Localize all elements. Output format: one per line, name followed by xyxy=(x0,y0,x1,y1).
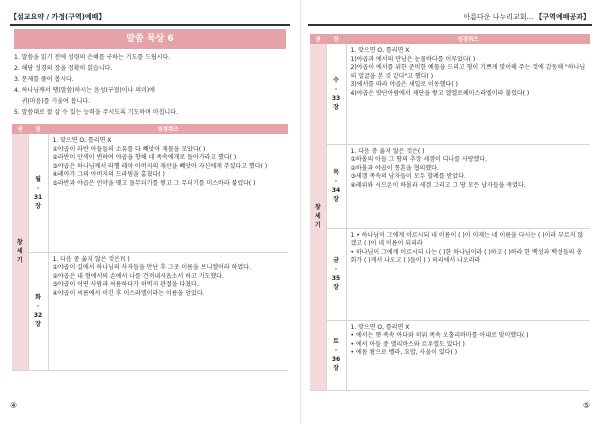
quiz-cell xyxy=(346,320,590,390)
page-number: ⑤ xyxy=(582,401,590,410)
quiz-item: ③야곱이 어떤 사람과 씨름하다가 허벅지 관절을 다쳤다. xyxy=(52,281,199,289)
left-page-header: 【설교요약 / 가정(구역)예배】 xyxy=(10,13,106,21)
quiz-item: ④야곱이 씨름에서 이긴 후 이스라엘이라는 이름을 얻었다. xyxy=(52,289,205,297)
right-quiz-table xyxy=(310,34,590,391)
header-rule xyxy=(10,24,290,26)
quiz-item: • 하나님이 그에게 이르시되 나는 ( )한 하나님이라 ( )하고 ( )하라 한 백성과 백성들의 총회가 ( )게서 나오고 ( )들이 ( ) 허리에서 나오리라 xyxy=(350,248,583,265)
quiz-item: • 에서 아들 중 엘리바스와 르우엘도 있다( ) xyxy=(350,340,465,348)
quiz-item: • 에돔 왕으로 벨라, 요밥, 사울이 있다( ) xyxy=(350,349,458,357)
quiz-question: 1. 다음 중 옳지 않은 것은?( ) xyxy=(52,255,130,263)
quiz-item: ③세겜 족속의 남자들이 모두 할례를 받았다. xyxy=(350,173,466,181)
quiz-cell xyxy=(48,134,288,252)
col-header-quiz: 성경퀴즈 xyxy=(346,34,590,44)
intro-line: 2. 해당 성경의 장을 정확히 읽습니다. xyxy=(14,65,113,72)
chapter-label: 토 · 36 장 xyxy=(331,338,341,372)
chapter-cell xyxy=(326,228,346,320)
chapter-cell xyxy=(326,44,346,144)
chapter-cell xyxy=(28,252,48,370)
chapter-label: 목 · 34 장 xyxy=(331,169,341,203)
book-name: 창 세 기 xyxy=(314,204,321,230)
quiz-cell xyxy=(346,228,590,320)
quiz-item: ①하몰의 아들 그 땅의 추장 세겜이 디나를 사랑했다. xyxy=(350,156,488,164)
chapter-cell xyxy=(28,134,48,252)
quiz-cell xyxy=(346,144,590,228)
header-rule xyxy=(308,24,592,26)
right-page-header: 아름다운 나누리교회... 【구역예배공과】 xyxy=(463,13,590,21)
quiz-item: ③야곱은 하나님께서 라헬 레아 아버지의 재산을 빼앗아 자신에게 주셨다고 했다( ) xyxy=(52,162,268,170)
col-header-book: 권 xyxy=(310,34,326,44)
intro-line: 1. 말씀을 읽기 전에 성령의 은혜를 구하는 기도를 드립시다. xyxy=(14,54,171,61)
quiz-item: ②하몰과 야곱이 통혼을 협의했다. xyxy=(350,164,439,172)
quiz-item: ②야곱은 내 형에서의 손에서 나를 건져내시옵소서 하고 기도했다. xyxy=(52,272,224,280)
quiz-item: ①야곱이 라반 아들들의 소유를 다 빼앗아 재물을 모았다( ) xyxy=(52,145,206,153)
quiz-question: 1. 다음 중 옳지 않은 것은( ) xyxy=(350,147,425,155)
intro-line: 귀(마음)를 기울여 봅니다. xyxy=(14,98,90,105)
quiz-question: 1. 맞으면 O, 틀리면 X xyxy=(350,323,410,331)
intro-line: 5. 말씀대로 잘 살 수 있는 능력을 주시도록 기도하며 마칩니다. xyxy=(14,109,178,116)
chapter-cell xyxy=(326,144,346,228)
quiz-item: ①야곱이 길에서 하나님의 사자들을 만난 후 그곳 이름을 브니엘이라 하였다. xyxy=(52,264,251,272)
quiz-item: 3)에서를 따라 야곱은 세일로 이동했다( ) xyxy=(350,81,458,89)
quiz-cell xyxy=(346,44,590,144)
book-cell xyxy=(12,134,28,370)
quiz-question: 1 • 하나님이 그에게 이르시되 네 이름이 ( )이 이제는 네 이름을 다시는 ( )이라 부르지 않겠고 ( )이 네 이름이 되리라 xyxy=(350,231,584,248)
col-header-chapter: 장 xyxy=(326,34,346,44)
chapter-cell xyxy=(326,320,346,390)
book-name: 창 세 기 xyxy=(16,239,23,265)
left-quiz-table xyxy=(12,124,288,371)
col-header-quiz: 성경퀴즈 xyxy=(48,124,288,134)
quiz-item: 2)야곱이 에서를 위한 준비한 예물을 드리고 형이 기쁘게 맞이해 주는 것에 감동해 "하나님의 얼굴을 본 것 같다"고 했다( ) xyxy=(350,64,586,80)
chapter-label: 월 · 31 장 xyxy=(33,175,43,210)
book-cell xyxy=(310,44,326,390)
quiz-item: ⑤라반과 야곱은 언약을 맺고 돌무더기를 쌓고 그 무더기를 미스바라 불렀다( ) xyxy=(52,179,256,187)
quiz-item: ④레아가 그의 아버지의 드라빔을 훔쳤다( ) xyxy=(52,171,165,179)
intro-line: 3. 문제를 풀어 봅시다. xyxy=(14,76,74,83)
quiz-cell xyxy=(48,252,288,370)
quiz-item: ②라반이 안색이 변하여 야곱을 향해 네 족속에게로 돌아가라고 했다( ) xyxy=(52,154,237,162)
right-page xyxy=(300,0,600,424)
meditation-banner: 말씀 묵상 6 xyxy=(14,29,286,49)
quiz-question: 1. 맞으면 O, 틀리면 X xyxy=(52,137,112,144)
col-header-chapter: 장 xyxy=(28,124,48,134)
chapter-label: 화 · 32 장 xyxy=(33,294,43,328)
page-number: ④ xyxy=(10,401,18,410)
quiz-item: ④레위와 시므온이 하몰과 세겜 그리고 그 땅 모든 남자들을 죽였다. xyxy=(350,181,526,189)
quiz-question: 1. 맞으면 O, 틀리면 X xyxy=(350,47,410,54)
col-header-book: 권 xyxy=(12,124,28,134)
chapter-label: 수 · 33 장 xyxy=(331,76,341,111)
quiz-item: • 에서는 헷 족속 아다와 히위 족속 오홀리바마를 아내로 맞이했다( ) xyxy=(350,332,529,340)
intro-line: 4. 하나님께서 땡(말씀)하시는 음성(구절)이나 의미)에 xyxy=(14,87,155,94)
quiz-item: 4)야곱은 밧단아람에서 제단을 쌓고 엘엘로헤이스라엘이라 불렀다( ) xyxy=(350,89,530,97)
chapter-label: 금 · 35 장 xyxy=(331,257,341,291)
quiz-item: 1)야곱과 에서의 만남은 눈물바다를 이루었다( ) xyxy=(350,55,476,63)
intro-instructions xyxy=(14,52,284,118)
